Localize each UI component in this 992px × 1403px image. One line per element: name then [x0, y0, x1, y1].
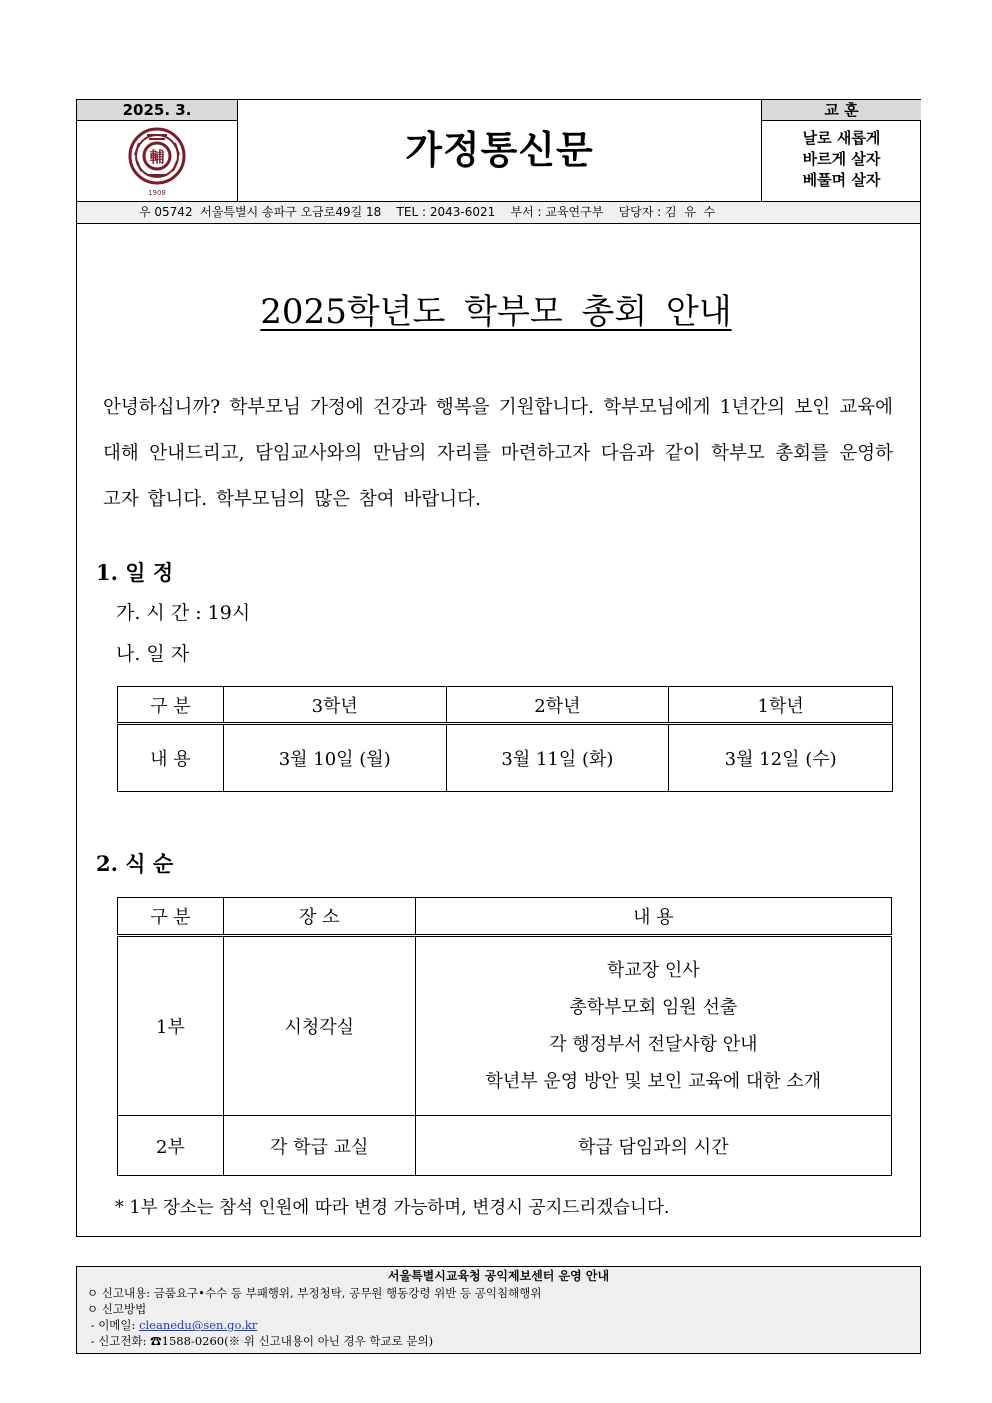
motto-line: 날로 새롭게 — [802, 129, 881, 147]
program-item: 총학부모회 임원 선출 — [569, 997, 738, 1018]
logo-year: 1908 — [148, 189, 166, 197]
table-header-cell: 장 소 — [223, 898, 415, 936]
time-item: 가. 시 간 : 19시 — [116, 602, 251, 624]
table-cell: 내 용 — [118, 724, 224, 792]
email-label: - 이메일: — [87, 1318, 140, 1332]
table-cell: 시청각실 — [223, 936, 415, 1116]
table-cell: 3월 10일 (월) — [223, 724, 446, 792]
motto-line: 바르게 살자 — [802, 150, 881, 168]
table-header-row — [118, 898, 892, 936]
phone-line: - 신고전화: ☎1588-0260(※ 위 신고내용이 아닌 경우 학교로 문의) — [87, 1334, 434, 1348]
motto — [761, 121, 921, 201]
program-table — [117, 897, 892, 1176]
logo-glyph: 輔 — [149, 148, 165, 166]
notice-title: 서울특별시교육청 공익제보센터 운영 안내 — [387, 1269, 610, 1283]
table-row — [118, 724, 893, 792]
table-header-cell: 내 용 — [415, 898, 891, 936]
email-link[interactable]: cleanedu@sen.go.kr — [139, 1318, 258, 1332]
table-row — [118, 936, 892, 1116]
school-logo-cell — [77, 121, 238, 201]
newsletter-header — [76, 99, 921, 224]
motto-line: 베풀며 살자 — [802, 171, 881, 189]
table-cell: 학급 담임과의 시간 — [415, 1116, 891, 1176]
program-item: 각 행정부서 전달사항 안내 — [549, 1034, 758, 1055]
newsletter-title: 가정통신문 — [405, 128, 594, 172]
motto-heading: 교 훈 — [761, 100, 921, 121]
table-cell: 1부 — [118, 936, 224, 1116]
program-item: 학교장 인사 — [606, 960, 700, 981]
issue-date: 2025. 3. — [77, 100, 238, 121]
contact-address-line: 우 05742 서울특별시 송파구 오금로49길 18 TEL : 2043-6021 부서 : 교육연구부 담당자 : 김 유 수 — [77, 201, 920, 224]
table-header-cell: 3학년 — [223, 687, 446, 724]
report-content-line: ㅇ 신고내용: 금품요구•수수 등 부패행위, 부정청탁, 공무원 행동강령 위반 등 공익침해행위 — [87, 1286, 542, 1300]
document-title: 2025학년도 학부모 총회 안내 — [260, 292, 732, 332]
date-item: 나. 일 자 — [116, 643, 190, 665]
table-header-cell: 2학년 — [446, 687, 669, 724]
school-emblem-icon — [77, 121, 238, 201]
table-header-row — [118, 687, 893, 724]
whistleblower-notice — [76, 1266, 921, 1354]
section-heading-program: 2. 식 순 — [96, 851, 174, 876]
schedule-table — [117, 686, 893, 792]
table-row — [118, 1116, 892, 1176]
table-header-cell: 1학년 — [669, 687, 893, 724]
table-header-cell: 구 분 — [118, 898, 224, 936]
table-cell — [415, 936, 891, 1116]
program-item: 학년부 운영 방안 및 보인 교육에 대한 소개 — [485, 1071, 822, 1092]
report-method-line: ㅇ 신고방법 — [87, 1302, 147, 1316]
table-cell: 각 학급 교실 — [223, 1116, 415, 1176]
intro-paragraph: 안녕하십니까? 학부모님 가정에 건강과 행복을 기원합니다. 학부모님에게 1년간의 보인 교육에 대해 안내드리고, 담임교사와의 만남의 자리를 마련하고자 다음과 같이 학부모 총회를 운영하고자 합니다. 학부모님의 많은 참여 바랍니다. — [103, 397, 893, 510]
table-cell: 3월 11일 (화) — [446, 724, 669, 792]
location-note: * 1부 장소는 참석 인원에 따라 변경 가능하며, 변경시 공지드리겠습니다. — [115, 1198, 670, 1218]
section-heading-schedule: 1. 일 정 — [96, 560, 174, 585]
table-cell: 3월 12일 (수) — [669, 724, 893, 792]
table-cell: 2부 — [118, 1116, 224, 1176]
table-header-cell: 구 분 — [118, 687, 224, 724]
email-line — [87, 1317, 257, 1333]
